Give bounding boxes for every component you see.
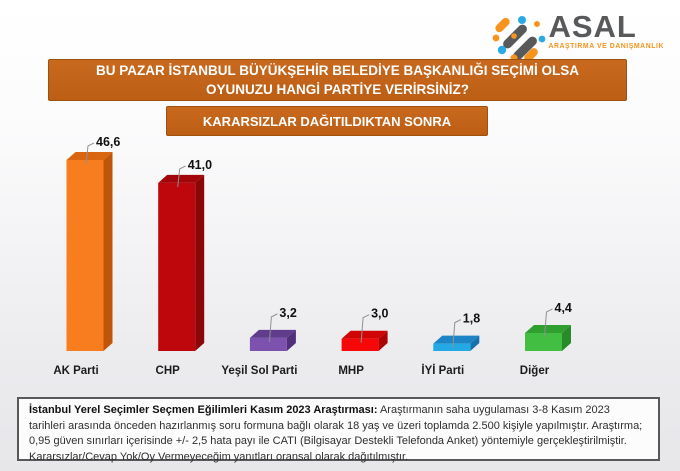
bar-yeşil-sol-parti	[221, 306, 297, 377]
footnote-body: Araştırmanın saha uygulaması 3-8 Kasım 2023 tarihleri arasında önceden hazırlanmış soru formuna bağlı olarak 18 yaş ve üzeri toplamda 2.500 kişiyle yapılmıştır. Araştırma; 0,95 güven sınırları içerisinde +/- 2,5 hata payı ile CATI (Bilgisayar Destekli Telefonda Anket) yöntemiyle gerçekleştirilmiştir. Kararsızlar/Cevap Yok/Oy Vermeyeceğim yanıtları oransal olarak dağıtılmıştır.	[29, 404, 643, 463]
value-label: 4,4	[554, 300, 572, 315]
category-label: Yeşil Sol Parti	[221, 365, 298, 377]
bar-chp	[156, 158, 213, 377]
bar-mhp	[338, 307, 388, 377]
bar-front-face	[433, 344, 470, 351]
bar-ak-parti	[53, 135, 120, 377]
bar-side-face	[104, 152, 113, 351]
bar-diğer	[520, 301, 572, 377]
value-label: 1,8	[462, 311, 481, 326]
asal-brand-name: ASAL	[548, 9, 637, 44]
bar-front-face	[158, 183, 195, 351]
subtitle-banner: KARARSIZLAR DAĞITILDIKTAN SONRA	[166, 106, 488, 136]
value-label: 3,0	[371, 306, 389, 321]
category-label: İYİ Parti	[421, 365, 465, 377]
asal-tagline: ARAŞTIRMA VE DANIŞMANLIK	[548, 43, 664, 50]
bar-side-face	[195, 175, 204, 351]
bar-front-face	[250, 338, 287, 351]
value-label: 46,6	[96, 134, 121, 149]
bar-front-face	[67, 160, 104, 351]
methodology-footnote	[17, 397, 660, 461]
category-label: MHP	[338, 365, 364, 377]
category-label: Diğer	[519, 365, 550, 377]
bar-front-face	[342, 339, 379, 351]
question-banner: BU PAZAR İSTANBUL BÜYÜKŞEHİR BELEDİYE BAŞKANLIĞI SEÇİMİ OLSA OYUNUZU HANGİ PARTİYE VERİRSİNİZ?	[48, 59, 627, 101]
footnote-title: İstanbul Yerel Seçimler Seçmen Eğilimleri Kasım 2023 Araştırması:	[29, 404, 378, 416]
value-label: 3,2	[279, 305, 297, 320]
category-label: CHP	[155, 365, 180, 377]
bar-front-face	[525, 333, 562, 351]
category-label: AK Parti	[53, 365, 99, 377]
bar-i̇yi̇-parti	[421, 312, 480, 377]
value-label: 41,0	[187, 157, 213, 172]
